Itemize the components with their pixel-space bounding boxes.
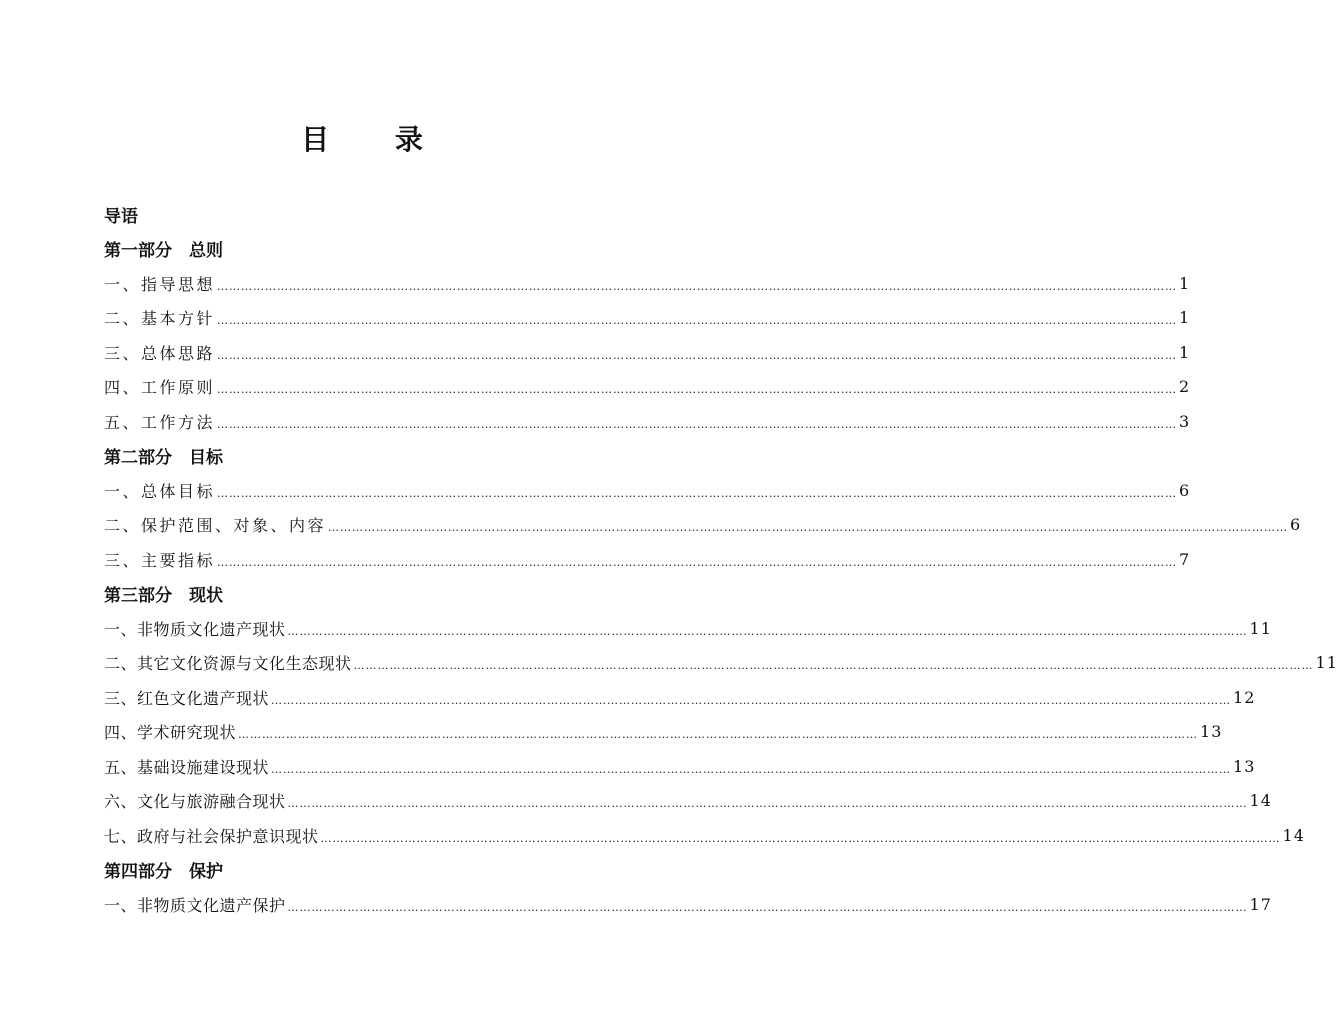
toc-page-number: 14: [1282, 825, 1305, 845]
toc-entry[interactable]: [104, 818, 1305, 853]
toc-entry-label: 四、工作原则: [104, 378, 216, 398]
toc-entry[interactable]: [104, 715, 1223, 750]
toc-page-number: 13: [1233, 756, 1256, 776]
toc-page-number: 17: [1249, 894, 1272, 914]
toc-entry-label: 三、红色文化遗产现状: [104, 688, 270, 708]
toc-page-number: 6: [1290, 515, 1302, 535]
toc-page-number: 1: [1179, 308, 1191, 328]
toc-page-number: 11: [1249, 618, 1272, 638]
toc-part-heading: 第二部分 目标: [104, 448, 223, 469]
toc-entry[interactable]: [104, 784, 1272, 819]
toc-leader-dots: ……………………………………………………………………………………………………………………………………………………………………………………………………………………: [217, 383, 1178, 397]
toc-leader-dots: ……………………………………………………………………………………………………………………………………………………………………………………………………………………: [271, 693, 1232, 707]
toc-entry[interactable]: [104, 508, 1302, 543]
toc-entry-label: 二、保护范围、对象、内容: [104, 516, 327, 536]
toc-entry-label: 四、学术研究现状: [104, 723, 237, 743]
toc-entry[interactable]: [104, 749, 1256, 784]
toc-page-number: 13: [1200, 722, 1223, 742]
toc-leader-dots: ……………………………………………………………………………………………………………………………………………………………………………………………………………………: [217, 486, 1178, 500]
toc-leader-dots: ……………………………………………………………………………………………………………………………………………………………………………………………………………………: [217, 417, 1178, 431]
toc-leader-dots: ……………………………………………………………………………………………………………………………………………………………………………………………………………………: [353, 659, 1314, 673]
toc-entry[interactable]: [104, 611, 1272, 646]
toc-leader-dots: ……………………………………………………………………………………………………………………………………………………………………………………………………………………: [287, 900, 1248, 914]
toc-entry[interactable]: [104, 887, 1272, 922]
toc-leader-dots: ……………………………………………………………………………………………………………………………………………………………………………………………………………………: [271, 762, 1232, 776]
toc-page-number: 11: [1315, 653, 1338, 673]
toc-page-number: 3: [1179, 411, 1191, 431]
toc-entry[interactable]: [104, 680, 1256, 715]
toc-entry-label: 一、非物质文化遗产现状: [104, 619, 286, 639]
toc-entry[interactable]: [104, 370, 1191, 405]
toc-leader-dots: ……………………………………………………………………………………………………………………………………………………………………………………………………………………: [217, 279, 1178, 293]
toc-entry[interactable]: [104, 473, 1191, 508]
toc-entry[interactable]: [104, 404, 1191, 439]
toc-page-number: 7: [1179, 549, 1191, 569]
toc-entry-label: 二、其它文化资源与文化生态现状: [104, 654, 352, 674]
toc-page-number: 1: [1179, 342, 1191, 362]
toc-entry-label: 六、文化与旅游融合现状: [104, 792, 286, 812]
toc-part-heading: 第四部分 保护: [104, 862, 223, 883]
toc-page-number: 2: [1179, 377, 1191, 397]
toc-leader-dots: ……………………………………………………………………………………………………………………………………………………………………………………………………………………: [238, 728, 1199, 742]
toc-entry-label: 二、基本方针: [104, 309, 216, 329]
toc-page-number: 12: [1233, 687, 1256, 707]
toc-leader-dots: ……………………………………………………………………………………………………………………………………………………………………………………………………………………: [217, 348, 1178, 362]
toc-leader-dots: ……………………………………………………………………………………………………………………………………………………………………………………………………………………: [320, 831, 1281, 845]
toc-leader-dots: ……………………………………………………………………………………………………………………………………………………………………………………………………………………: [287, 797, 1248, 811]
toc-leader-dots: ……………………………………………………………………………………………………………………………………………………………………………………………………………………: [217, 555, 1178, 569]
toc-entry-label: 一、总体目标: [104, 481, 216, 501]
toc-part-heading: 第三部分 现状: [104, 586, 223, 607]
toc-entry[interactable]: [104, 335, 1191, 370]
toc-leader-dots: ……………………………………………………………………………………………………………………………………………………………………………………………………………………: [287, 624, 1248, 638]
toc-page-number: 14: [1249, 791, 1272, 811]
table-of-contents: [104, 197, 1338, 922]
toc-leader-dots: ……………………………………………………………………………………………………………………………………………………………………………………………………………………: [217, 314, 1178, 328]
toc-entry-label: 三、总体思路: [104, 343, 216, 363]
toc-leader-dots: ……………………………………………………………………………………………………………………………………………………………………………………………………………………: [328, 521, 1289, 535]
toc-part-heading: 导语: [104, 206, 138, 227]
toc-entry-label: 三、主要指标: [104, 550, 216, 570]
toc-entry[interactable]: [104, 301, 1191, 336]
toc-entry-label: 五、基础设施建设现状: [104, 757, 270, 777]
toc-entry-label: 一、指导思想: [104, 274, 216, 294]
toc-entry[interactable]: [104, 646, 1338, 681]
toc-entry-label: 五、工作方法: [104, 412, 216, 432]
toc-entry-label: 七、政府与社会保护意识现状: [104, 826, 319, 846]
toc-entry[interactable]: [104, 542, 1191, 577]
toc-entry[interactable]: [104, 266, 1191, 301]
toc-part-heading: 第一部分 总则: [104, 241, 223, 262]
page-title: 目 录: [301, 123, 451, 156]
toc-page-number: 6: [1179, 480, 1191, 500]
toc-entry-label: 一、非物质文化遗产保护: [104, 895, 286, 915]
toc-page-number: 1: [1179, 273, 1191, 293]
